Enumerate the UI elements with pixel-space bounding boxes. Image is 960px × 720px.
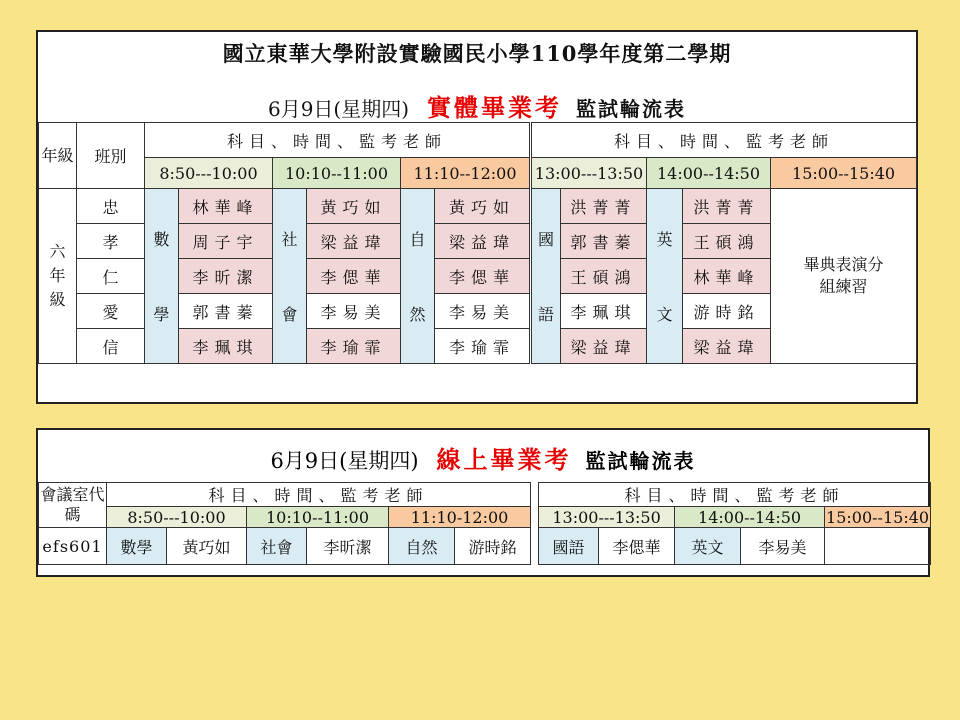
school-title: 國立東華大學附設實驗國民小學110學年度第二學期	[222, 41, 732, 66]
teacher-english: 洪菁菁	[683, 189, 771, 224]
subject-label: 英 文	[656, 230, 673, 324]
online-subject-english: 英文	[675, 528, 741, 565]
online-exam-table	[38, 482, 931, 565]
slot-3: 11:10-12:00	[389, 507, 531, 528]
teacher-chinese: 李珮琪	[561, 294, 647, 329]
subject-label: 自 然	[409, 230, 426, 324]
subject-label: 國 語	[538, 230, 555, 324]
slot-4: 13:00---13:50	[539, 507, 675, 528]
class-name: 孝	[77, 224, 145, 259]
graduation-practice-cell: 畢典表演分組練習	[771, 189, 917, 364]
teacher-chinese: 洪菁菁	[561, 189, 647, 224]
teacher-english: 林華峰	[683, 259, 771, 294]
room-code: efs601	[39, 528, 107, 565]
slot-2: 10:10--11:00	[273, 158, 401, 189]
class-name: 仁	[77, 259, 145, 294]
exam-date: 6月9日(星期四)	[267, 97, 410, 121]
teacher-chinese: 梁益瑋	[561, 329, 647, 364]
class-name: 忠	[77, 189, 145, 224]
afternoon-subject-header: 科目、時間、監考老師	[531, 123, 917, 158]
teacher-social: 梁益瑋	[307, 224, 401, 259]
class-header: 班別	[77, 123, 145, 189]
slot-2: 10:10--11:00	[247, 507, 389, 528]
online-teacher-nature: 游時銘	[455, 528, 531, 565]
subject-math	[145, 189, 179, 364]
teacher-english: 梁益瑋	[683, 329, 771, 364]
morning-subject-header: 科目、時間、監考老師	[145, 123, 531, 158]
online-teacher-english: 李易美	[741, 528, 825, 565]
online-subject-math: 數學	[107, 528, 167, 565]
exam-type: 實體畢業考	[427, 93, 563, 122]
subject-label: 數 學	[153, 230, 170, 324]
slot-5: 14:00--14:50	[647, 158, 771, 189]
slot-3: 11:10--12:00	[401, 158, 531, 189]
teacher-english: 游時銘	[683, 294, 771, 329]
slot-6: 15:00--15:40	[771, 158, 917, 189]
gap-column	[531, 483, 539, 565]
grade-cell: 六年級	[39, 189, 77, 364]
teacher-social: 李瑜霏	[307, 329, 401, 364]
online-slot-6-empty	[825, 528, 931, 565]
online-teacher-chinese: 李偲華	[599, 528, 675, 565]
physical-exam-card	[36, 30, 918, 404]
physical-exam-table	[38, 122, 917, 364]
room-header: 會議室代碼	[39, 483, 107, 528]
exam-type: 線上畢業考	[436, 445, 572, 474]
teacher-chinese: 郭書蓁	[561, 224, 647, 259]
online-exam-card	[36, 428, 930, 577]
teacher-english: 王碩鴻	[683, 224, 771, 259]
class-row	[39, 189, 917, 224]
exam-subtitle: 監試輪流表	[576, 97, 687, 121]
slot-1: 8:50---10:00	[107, 507, 247, 528]
online-teacher-social: 李昕潔	[307, 528, 389, 565]
subject-english	[647, 189, 683, 364]
subject-label: 社 會	[281, 230, 298, 324]
teacher-math: 周子宇	[179, 224, 273, 259]
exam-subtitle: 監試輪流表	[585, 449, 696, 473]
exam-date: 6月9日(星期四)	[270, 449, 419, 473]
online-subject-chinese: 國語	[539, 528, 599, 565]
teacher-nature: 梁益瑋	[435, 224, 531, 259]
class-name: 信	[77, 329, 145, 364]
teacher-nature: 李易美	[435, 294, 531, 329]
grade-header: 年級	[39, 123, 77, 189]
teacher-social: 李易美	[307, 294, 401, 329]
subject-chinese	[531, 189, 561, 364]
teacher-math: 李昕潔	[179, 259, 273, 294]
teacher-math: 李珮琪	[179, 329, 273, 364]
slot-1: 8:50---10:00	[145, 158, 273, 189]
teacher-math: 林華峰	[179, 189, 273, 224]
slot-4: 13:00---13:50	[531, 158, 647, 189]
teacher-social: 黃巧如	[307, 189, 401, 224]
morning-subject-header: 科目、時間、監考老師	[107, 483, 531, 507]
teacher-nature: 黃巧如	[435, 189, 531, 224]
slot-6: 15:00--15:40	[826, 507, 930, 527]
online-exam-heading	[38, 440, 928, 475]
teacher-chinese: 王碩鴻	[561, 259, 647, 294]
slot-5: 14:00--14:50	[675, 507, 825, 528]
afternoon-subject-header: 科目、時間、監考老師	[539, 483, 931, 507]
teacher-nature: 李瑜霏	[435, 329, 531, 364]
online-teacher-math: 黃巧如	[167, 528, 247, 565]
online-subject-nature: 自然	[389, 528, 455, 565]
subject-social	[273, 189, 307, 364]
teacher-social: 李偲華	[307, 259, 401, 294]
class-name: 愛	[77, 294, 145, 329]
physical-exam-heading	[38, 88, 916, 123]
teacher-nature: 李偲華	[435, 259, 531, 294]
subject-nature	[401, 189, 435, 364]
online-subject-social: 社會	[247, 528, 307, 565]
teacher-math: 郭書蓁	[179, 294, 273, 329]
